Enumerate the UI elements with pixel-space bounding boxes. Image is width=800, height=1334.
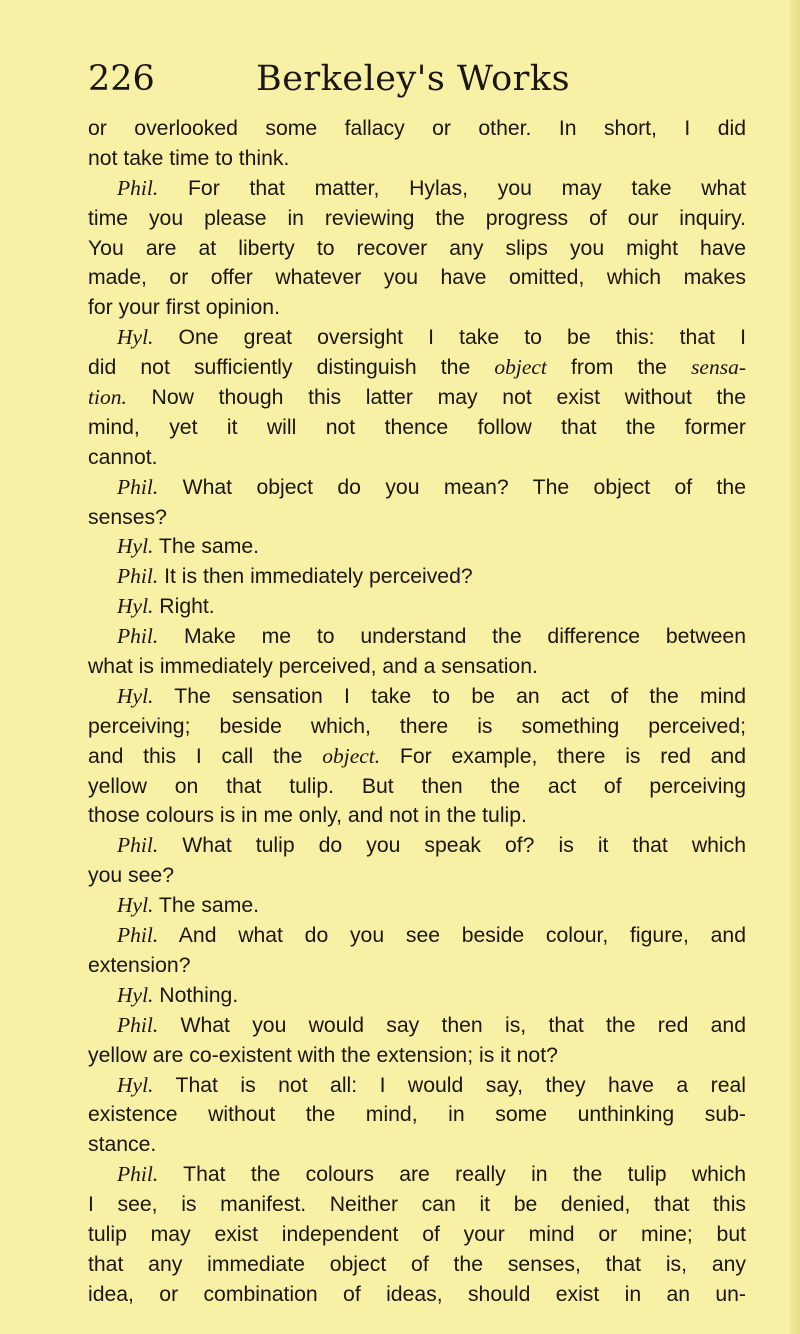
text-run: for your first opinion. (88, 296, 280, 320)
text-line (88, 622, 746, 652)
text-run: made, or offer whatever you have omitted, which makes (88, 266, 746, 290)
text-line (88, 503, 746, 533)
text-run: The same. (153, 894, 260, 918)
text-line (88, 592, 746, 622)
text-run: and this I call the (88, 744, 323, 768)
text-line (88, 801, 746, 831)
text-run: Now though this latter may not exist without the (126, 386, 746, 410)
speaker-label: Phil. (117, 624, 159, 649)
text-run: One great oversight I take to be this: that I (153, 326, 746, 350)
speaker-label: Hyl. (117, 982, 154, 1007)
text-run: yellow on that tulip. But then the act of perceiving (88, 774, 746, 798)
text-run: senses? (88, 505, 167, 529)
text-line (88, 891, 746, 921)
text-run: What tulip do you speak of? is it that which (158, 834, 746, 858)
text-run: idea, or combination of ideas, should exist in an un- (88, 1282, 746, 1306)
text-line (88, 114, 746, 144)
text-run: extension? (88, 953, 191, 977)
text-line (88, 532, 746, 562)
text-line (88, 742, 746, 772)
speaker-label: Phil. (117, 923, 159, 948)
text-run: For that matter, Hylas, you may take what (158, 176, 746, 200)
page-edge (790, 0, 800, 1334)
speaker-label: Phil. (117, 1012, 159, 1037)
speaker-label: Hyl. (117, 325, 154, 350)
text-run: The sensation I take to be an act of the mind (153, 684, 746, 708)
text-line (88, 234, 746, 264)
page-header (88, 55, 748, 105)
text-line (88, 353, 746, 383)
text-line (88, 204, 746, 234)
text-line (88, 293, 746, 323)
text-line (88, 712, 746, 742)
speaker-label: Phil. (117, 833, 159, 858)
speaker-label: Hyl. (117, 534, 154, 559)
text-run: For example, there is red and (380, 744, 747, 768)
text-line (88, 1071, 746, 1101)
text-run: What you would say then is, that the red and (158, 1013, 746, 1037)
text-run: That the colours are really in the tulip which (158, 1163, 746, 1187)
text-run: perceiving; beside which, there is something perceived; (88, 714, 746, 738)
text-run: not take time to think. (88, 146, 290, 170)
page-number: 226 (88, 59, 155, 99)
text-line (88, 443, 746, 473)
text-run: from the (546, 356, 692, 380)
text-run: those colours is in me only, and not in the tulip. (88, 804, 527, 828)
text-line (88, 562, 746, 592)
text-run: did not sufficiently distinguish the (88, 356, 495, 380)
text-line (88, 1280, 746, 1310)
text-line (88, 861, 746, 891)
speaker-label: Hyl. (117, 683, 154, 708)
italic-term: tion. (88, 385, 127, 410)
text-line (88, 1190, 746, 1220)
text-line (88, 323, 746, 353)
text-line (88, 1250, 746, 1280)
text-run: You are at liberty to recover any slips you might have (88, 236, 746, 260)
text-run: that any immediate object of the senses, that is, any (88, 1252, 746, 1276)
speaker-label: Hyl. (117, 594, 154, 619)
text-run: existence without the mind, in some unthinking sub- (88, 1103, 746, 1127)
speaker-label: Phil. (117, 1162, 159, 1187)
text-line (88, 144, 746, 174)
italic-term: object (494, 355, 547, 380)
text-run: That is not all: I would say, they have a real (153, 1073, 746, 1097)
text-run: Right. (153, 595, 215, 619)
text-run: What object do you mean? The object of the (158, 475, 746, 499)
text-run: Nothing. (153, 983, 239, 1007)
text-run: mind, yet it will not thence follow that the former (88, 415, 746, 439)
text-run: what is immediately perceived, and a sensation. (88, 655, 538, 679)
text-run: you see? (88, 864, 174, 888)
text-run: Make me to understand the difference between (158, 625, 746, 649)
text-run: I see, is manifest. Neither can it be denied, that this (88, 1193, 746, 1217)
text-line (88, 1160, 746, 1190)
italic-term: object. (322, 743, 381, 768)
text-run: time you please in reviewing the progress of our inquiry. (88, 206, 746, 230)
text-line (88, 473, 746, 503)
speaker-label: Hyl. (117, 893, 154, 918)
text-line (88, 682, 746, 712)
text-line (88, 263, 746, 293)
text-line (88, 1100, 746, 1130)
text-line (88, 921, 746, 951)
text-line (88, 383, 746, 413)
running-head: Berkeley's Works (256, 59, 571, 99)
speaker-label: Phil. (117, 175, 159, 200)
text-line (88, 831, 746, 861)
text-run: yellow are co-existent with the extension; is it not? (88, 1043, 558, 1067)
speaker-label: Hyl. (117, 1072, 154, 1097)
text-run: It is then immediately perceived? (158, 565, 473, 589)
text-line (88, 772, 746, 802)
text-line (88, 981, 746, 1011)
speaker-label: Phil. (117, 564, 159, 589)
text-run: The same. (153, 535, 260, 559)
text-line (88, 1041, 746, 1071)
italic-term: sensa- (691, 355, 746, 380)
text-line (88, 1130, 746, 1160)
text-line (88, 1011, 746, 1041)
text-run: tulip may exist independent of your mind or mine; but (88, 1222, 746, 1246)
text-run: stance. (88, 1133, 157, 1157)
speaker-label: Phil. (117, 474, 159, 499)
text-line (88, 951, 746, 981)
text-line (88, 174, 746, 204)
text-line (88, 413, 746, 443)
text-line (88, 652, 746, 682)
text-run: or overlooked some fallacy or other. In short, I did (88, 117, 746, 140)
text-run: And what do you see beside colour, figure, and (158, 924, 746, 948)
body-text (88, 114, 746, 1310)
text-run: cannot. (88, 445, 158, 469)
text-line (88, 1220, 746, 1250)
